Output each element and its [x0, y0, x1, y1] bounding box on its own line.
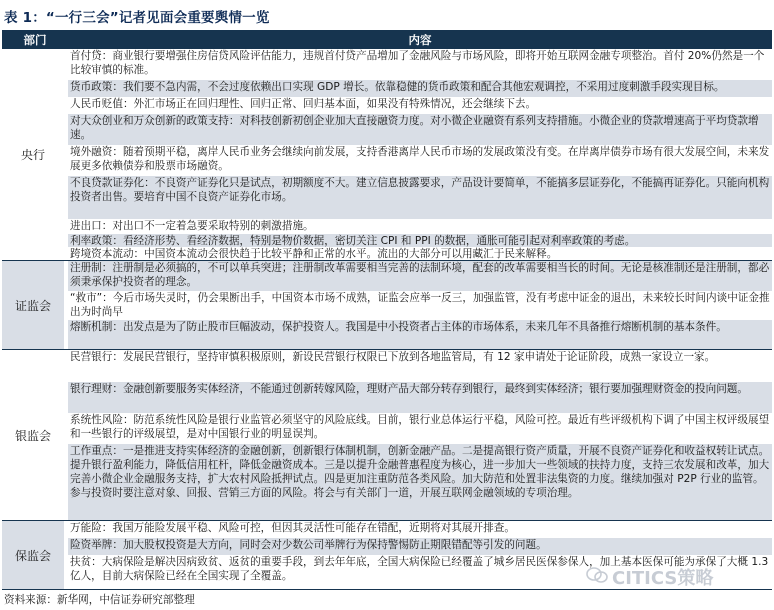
group-csrc: [2, 261, 772, 349]
table-row: 跨境资本流动：中国资本流动会很快趋于比较平静和正常的水平。流出的大部分可以用藏汇于民来解释。: [70, 248, 558, 260]
department-pboc: 央行: [2, 49, 64, 260]
group-pboc: [2, 49, 772, 260]
table-row: 货币政策：我们要不急内需，不会过度依赖出口实现 GDP 增长。依靠稳健的货币政策和配合其他宏观调控，不采用过度刺激手段实现目标。: [68, 80, 772, 97]
table-row: 注册制：注册制是必须搞的，不可以单兵突进；注册制改革需要相当完善的法制环境，配套的改革需要相当长的时间。无论是核准制还是注册制，都必须秉承保护投资者的理念。: [68, 261, 772, 291]
table-title: 表 1：“一行三会”记者见面会重要舆情一览: [4, 10, 270, 26]
header-content: 内容: [408, 33, 432, 47]
table-row: 进出口：对出口不一定着急要采取特别的刺激措施。: [70, 220, 314, 232]
department-circ: 保监会: [2, 521, 64, 589]
table-row: 系统性风险：防范系统性风险是银行业监管必须坚守的风险底线。目前，银行业总体运行平稳，风险可控。最近有些评级机构下调了中国主权评级展望和一些银行的评级展望，是对中国银行业的明显误判。: [70, 414, 770, 440]
table-row: 扶贫：大病保险是解决因病致贫、返贫的重要手段，到去年年底，全国大病保险已经覆盖了城乡居民医保参保人，加上基本医保可能为承保了大概 1.3 亿人，目前大病保险已经在全国实现了全覆盖。: [70, 556, 769, 582]
watermark: [586, 566, 774, 588]
table-row: 境外融资：随着预期平稳，离岸人民币业务会继续向前发展，支持香港离岸人民币市场的发展政策没有变。在岸离岸债券市场有很大发展空间，未来发展更多依赖债券和股票市场融资。: [70, 146, 770, 172]
table-header: [2, 30, 772, 49]
table-row: 对大众创业和万众创新的政策支持：对科技创新初创企业加大直接融资力度。对小微企业融资有系列支持措施。小微企业的贷款增速高于平均贷款增速。: [68, 114, 772, 145]
header-department: 部门: [23, 33, 47, 47]
table-row: 险资举牌：加大股权投资是大方向，同时会对少数公司举牌行为保持警惕防止期限错配等引发的问题。: [68, 538, 772, 555]
table-row: 熔断机制：出发点是为了防止股市巨幅波动，保护投资人。我国是中小投资者占主体的市场体系，未来几年不具备推行熔断机制的基本条件。: [68, 320, 772, 349]
table-row: 首付贷：商业银行要增强住房信贷风险评估能力，违规首付贷产品增加了金融风险与市场风险，即将开始互联网金融专项整治。首付 20%仍然是一个比较审慎的标准。: [70, 50, 765, 76]
department-cbrc: 银监会: [2, 350, 64, 520]
table-row: “救市”：今后市场失灵时，仍会果断出手，中国资本市场不成熟，证监会应举一反三，加强监管，没有考虑中证金的退出，未来较长时间内谈中证金推出为时尚早: [70, 292, 770, 318]
table-row: 利率政策：看经济形势、看经济数据，特别是物价数据，密切关注 CPI 和 PPI 的数据，通胀可能引起对利率政策的考虑。: [68, 234, 772, 247]
wechat-icon: [586, 566, 608, 588]
table-row: 人民币贬值：外汇市场正在回归理性、回归正常、回归基本面，如果没有特殊情况，还会继续下去。: [70, 98, 537, 110]
group-cbrc: [2, 350, 772, 520]
source-note: 资料来源：新华网，中信证券研究部整理: [4, 594, 195, 606]
table-row: 万能险：我国万能险发展平稳、风险可控，但因其灵活性可能存在错配，近期将对其展开排查。: [70, 522, 515, 534]
table-row: 民营银行：发展民营银行，坚持审慎积极原则，新设民营银行权限已下放到各地监管局，有 12 家申请处于论证阶段，成熟一家设立一家。: [70, 351, 716, 363]
table-row: 工作重点：一是推进支持实体经济的金融创新，创新银行体制机制，创新金融产品。二是提高银行资产质量，开展不良资产证券化和收益权转让试点。提升银行盈利能力，降低信用杠杆，降低金融资成本。三是以提升金融普惠程度为核心，进一步加大一些领域的扶持力度，支持三农发展和改革，加大完善小微企业金融服务支持，扩大农村风险抵押试点。四是更加注重防范各类风险。加大防范和处置非法集资的力度。继续加强对 P2P 行业的监管。参与投资时要注意对象、回报、营销三方面的风险。将会与有关部门一道，开展互联网金融领域的专项治理。: [68, 444, 772, 520]
table-row: 不良贷款证券化：不良资产证券化只是试点，初期额度不大。建立信息披露要求，产品设计要简单，不能搞多层证券化，不能搞再证券化。只能向机构投资者出售。要培育中国不良资产证券化市场。: [68, 176, 772, 219]
department-csrc: 证监会: [2, 261, 64, 349]
table-row: 银行理财：金融创新要服务实体经济，不能通过创新转嫁风险，理财产品大部分转存到银行，最终到实体经济；银行要加强理财资金的投向问题。: [68, 382, 772, 413]
watermark-text: CITICS策略: [612, 568, 714, 589]
